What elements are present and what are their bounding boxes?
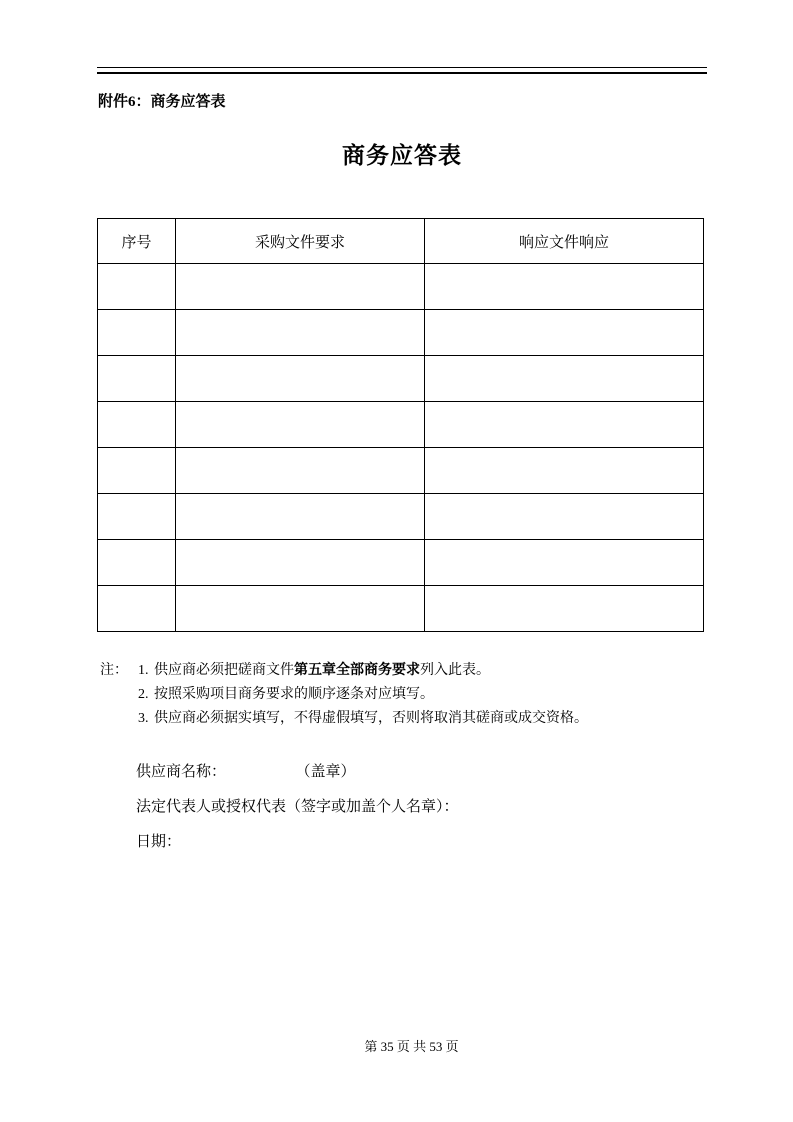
page-title: 商务应答表	[342, 143, 462, 168]
empty-table-cell	[98, 264, 176, 310]
note-line-2	[100, 683, 720, 707]
attachment-label: 附件6：商务应答表	[98, 94, 226, 110]
empty-table-cell	[176, 402, 425, 448]
empty-table-cell	[98, 586, 176, 632]
empty-table-cell	[425, 310, 704, 356]
empty-table-cell	[98, 448, 176, 494]
empty-table-row	[98, 402, 704, 448]
empty-table-cell	[176, 494, 425, 540]
seal-label: （盖章）	[303, 764, 356, 780]
supplier-name-label: 供应商名称：	[136, 764, 227, 780]
empty-table-cell	[425, 264, 704, 310]
empty-table-cell	[425, 586, 704, 632]
empty-table-cell	[176, 310, 425, 356]
empty-table-row	[98, 540, 704, 586]
empty-table-row	[98, 264, 704, 310]
empty-table-cell	[98, 356, 176, 402]
header-double-rule	[97, 67, 707, 74]
empty-table-row	[98, 586, 704, 632]
column-header-procurement-requirement: 采购文件要求	[176, 219, 425, 264]
note-text: 供应商必须把磋商文件	[154, 663, 294, 678]
empty-table-cell	[176, 264, 425, 310]
empty-table-cell	[98, 494, 176, 540]
empty-table-cell	[425, 540, 704, 586]
empty-table-row	[98, 356, 704, 402]
note-number: 3.	[138, 711, 149, 726]
empty-table-row	[98, 310, 704, 356]
column-header-response: 响应文件响应	[425, 219, 704, 264]
representative-line: 法定代表人或授权代表（签字或加盖个人名章）：	[136, 799, 459, 815]
column-header-serial-number: 序号	[98, 219, 176, 264]
empty-table-cell	[425, 402, 704, 448]
note-line-3	[100, 707, 720, 731]
signature-section	[136, 762, 459, 867]
empty-table-cell	[425, 494, 704, 540]
date-line: 日期：	[136, 834, 182, 850]
empty-table-row	[98, 448, 704, 494]
empty-table-cell	[176, 448, 425, 494]
empty-table-cell	[98, 402, 176, 448]
note-number: 1.	[138, 663, 149, 678]
empty-table-cell	[176, 356, 425, 402]
note-line-1	[100, 659, 720, 683]
empty-table-cell	[98, 310, 176, 356]
note-text-bold: 第五章全部商务要求	[294, 663, 420, 678]
empty-table-row	[98, 494, 704, 540]
page-number-footer: 第 35 页 共 53 页	[364, 1039, 459, 1054]
empty-table-cell	[176, 586, 425, 632]
note-text: 按照采购项目商务要求的顺序逐条对应填写。	[154, 687, 434, 702]
empty-table-cell	[176, 540, 425, 586]
table-header-row	[98, 219, 704, 264]
notes-section	[100, 659, 720, 731]
empty-table-cell	[98, 540, 176, 586]
supplier-name-line	[136, 762, 459, 782]
note-text: 供应商必须据实填写，不得虚假填写，否则将取消其磋商或成交资格。	[154, 711, 588, 726]
business-response-table	[97, 218, 704, 632]
empty-table-cell	[425, 356, 704, 402]
note-number: 2.	[138, 687, 149, 702]
empty-table-cell	[425, 448, 704, 494]
note-text: 列入此表。	[420, 663, 490, 678]
note-lead-label: 注：	[100, 663, 128, 678]
